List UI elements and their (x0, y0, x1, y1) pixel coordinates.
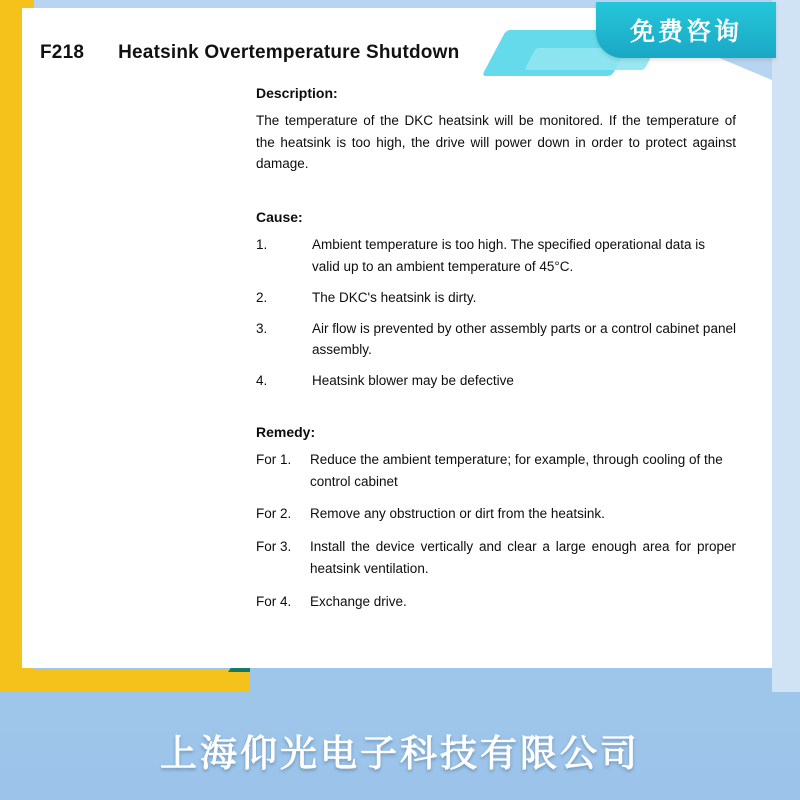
company-banner (0, 700, 800, 800)
list-item-marker: For 1. (256, 451, 292, 467)
list-item-marker: 4. (256, 373, 268, 389)
list-item-text: Install the device vertically and clear a large enough area for proper heatsink ventilation. (310, 539, 736, 577)
list-item (256, 503, 736, 525)
list-item-marker: For 3. (256, 539, 292, 555)
list-item-marker: 2. (256, 289, 268, 305)
list-item (256, 591, 736, 613)
list-item-text: Air flow is prevented by other assembly parts or a control cabinet panel assembly. (312, 320, 736, 358)
list-item (256, 318, 736, 362)
list-item-marker: For 4. (256, 594, 292, 610)
list-item-text: Ambient temperature is too high. The specified operational data is valid up to an ambient temperature of 45°C. (312, 236, 705, 274)
document-page (22, 8, 772, 668)
list-item-text: Exchange drive. (310, 594, 407, 610)
decorative-yellow-bottom-bar (0, 670, 250, 692)
decorative-right-strip (772, 0, 800, 692)
remedy-heading: Remedy: (256, 424, 316, 441)
list-item (256, 287, 736, 309)
cause-list (256, 234, 736, 392)
document-body (256, 82, 736, 624)
list-item-marker: 1. (256, 236, 268, 252)
cause-heading: Cause: (256, 209, 303, 226)
fault-code: F218 (40, 42, 85, 63)
list-item-marker: 3. (256, 320, 268, 336)
list-item-text: The DKC's heatsink is dirty. (312, 289, 477, 305)
page-title (40, 42, 459, 64)
free-consultation-badge[interactable] (596, 2, 776, 58)
list-item-marker: For 2. (256, 506, 292, 522)
remedy-list (256, 449, 736, 613)
list-item (256, 449, 736, 493)
list-item-text: Remove any obstruction or dirt from the heatsink. (310, 506, 605, 522)
description-text: The temperature of the DKC heatsink will be monitored. If the temperature of the heatsink is too high, the drive will power down in order to protect against damage. (256, 112, 736, 172)
description-heading: Description: (256, 85, 338, 101)
free-consultation-label: 免费咨询 (629, 17, 742, 46)
list-item-text: Reduce the ambient temperature; for example, through cooling of the control cabinet (310, 451, 723, 489)
list-item-text: Heatsink blower may be defective (312, 373, 514, 389)
list-item (256, 536, 736, 580)
list-item (256, 234, 736, 278)
list-item (256, 370, 736, 392)
company-name: 上海仰光电子科技有限公司 (160, 732, 640, 775)
fault-title: Heatsink Overtemperature Shutdown (118, 42, 460, 63)
